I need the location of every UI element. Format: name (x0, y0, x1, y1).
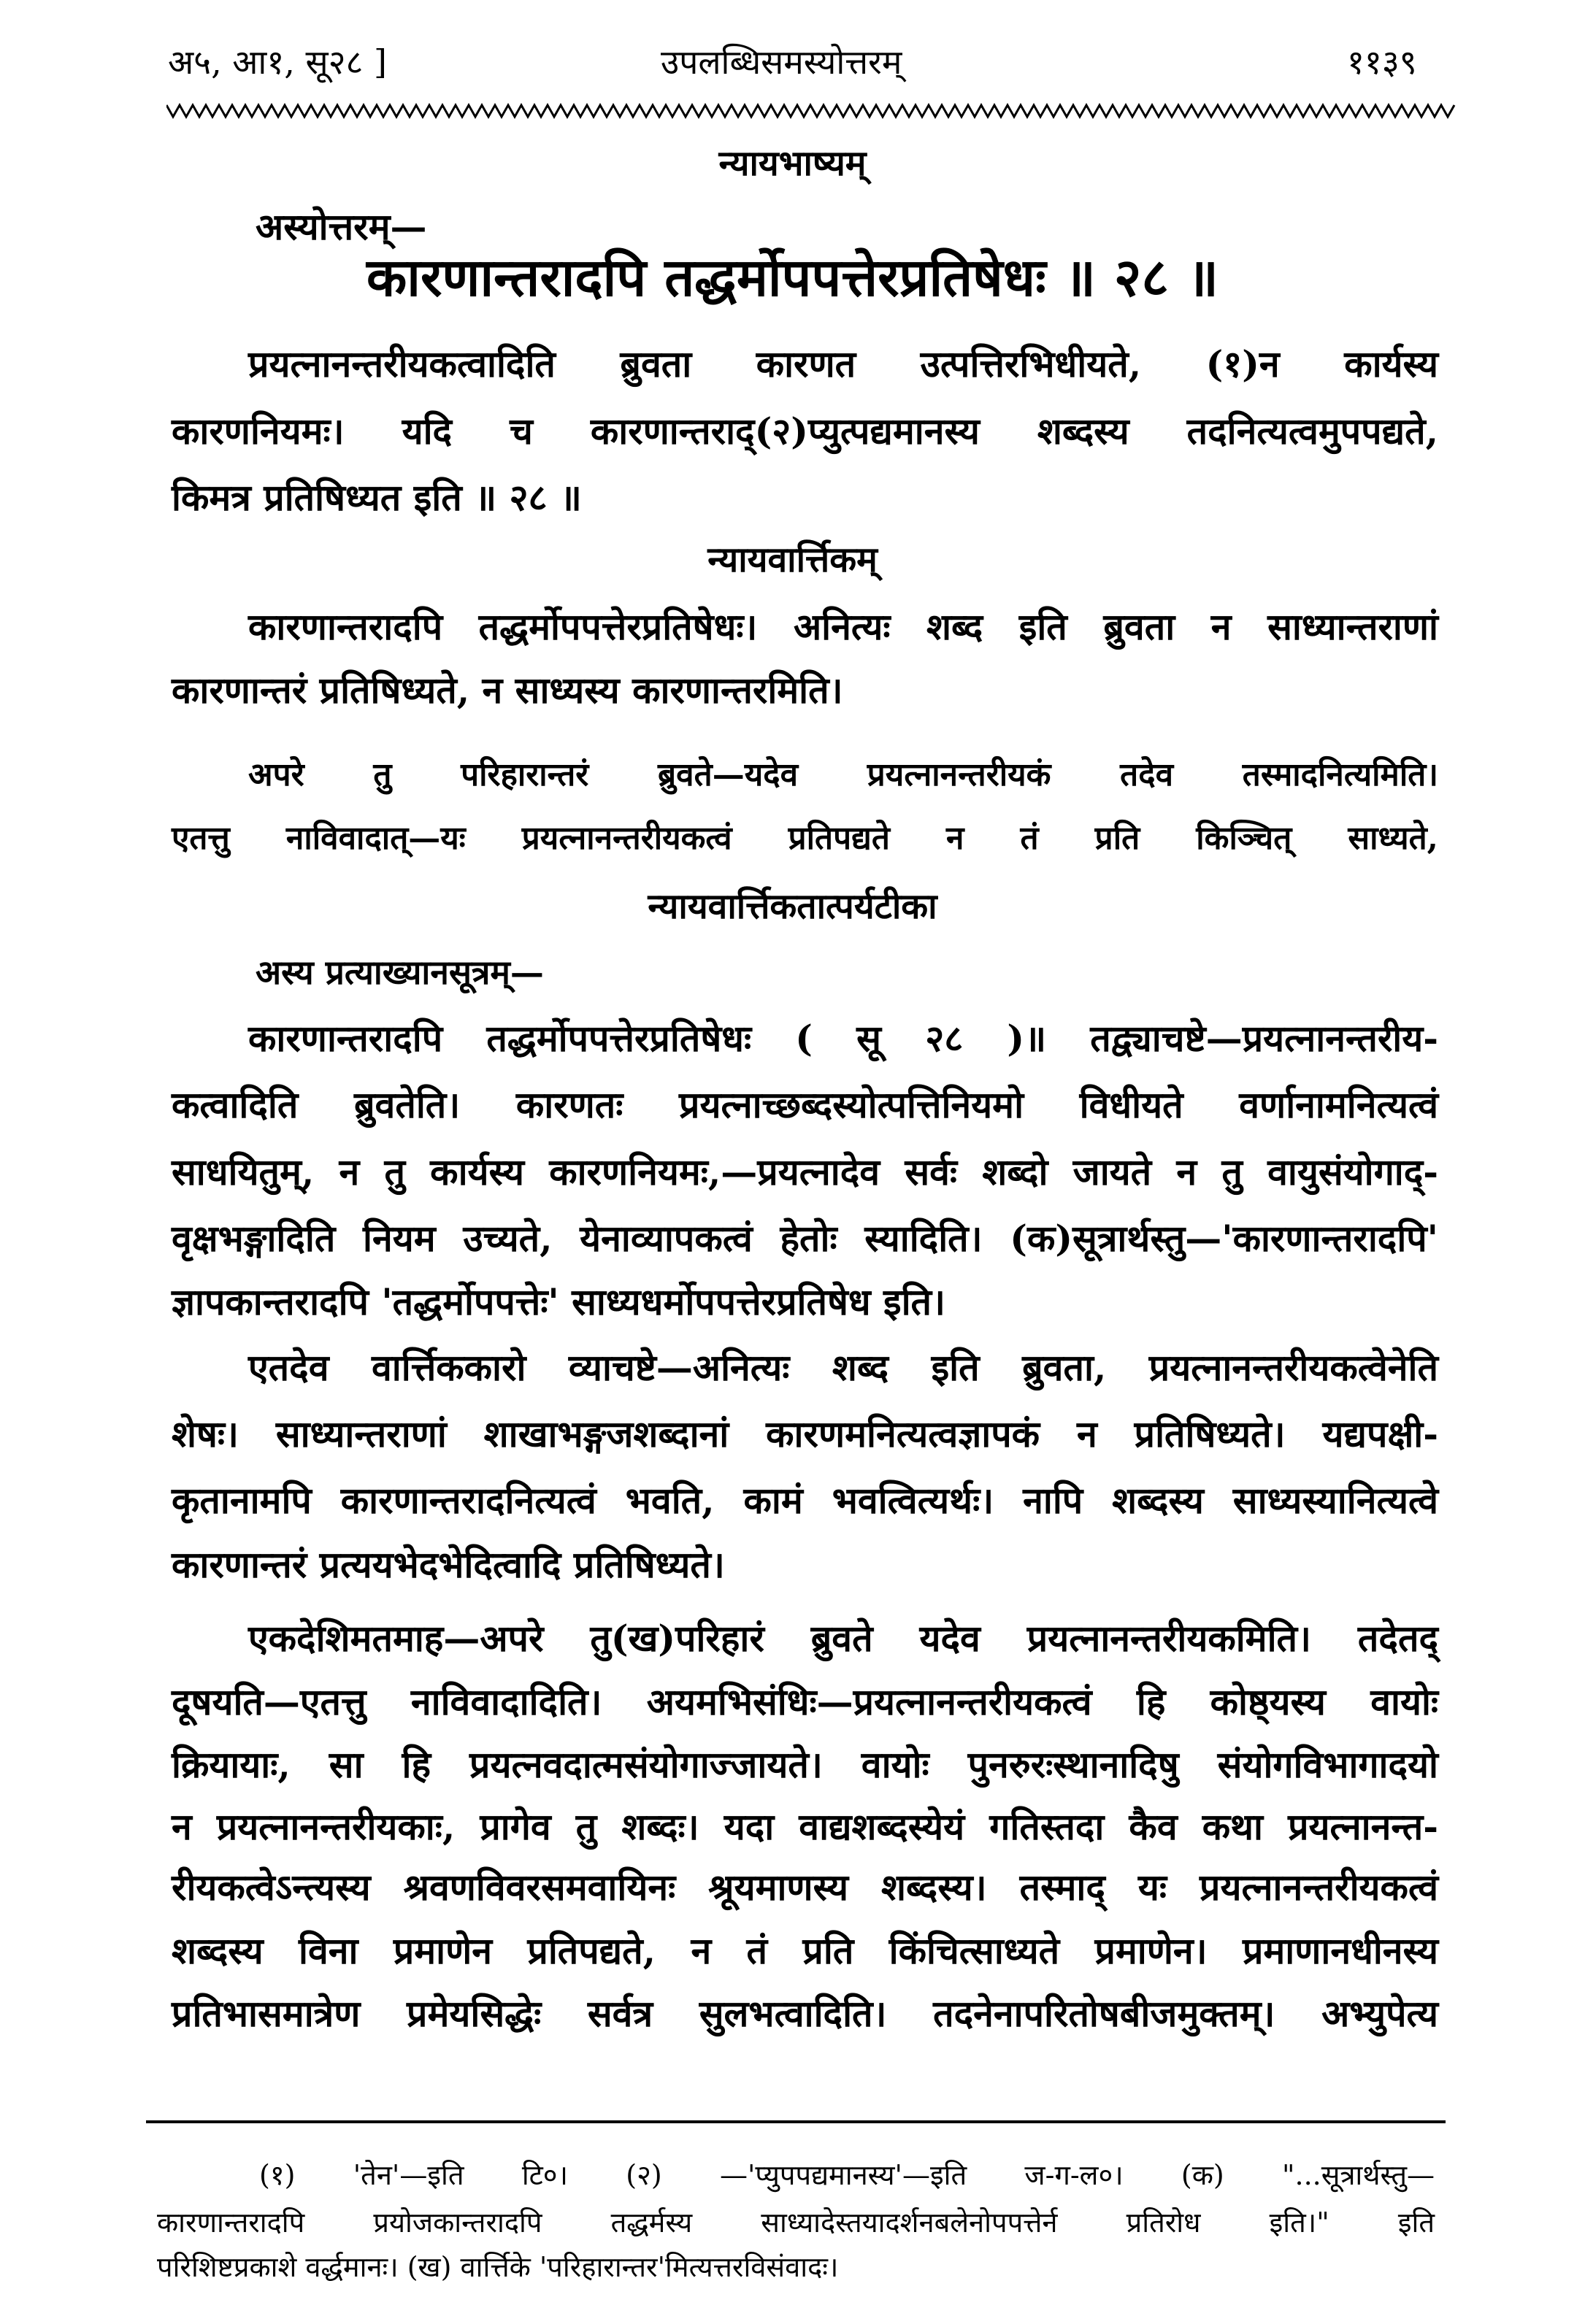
footnote-line: परिशिष्टप्रकाशे वर्द्धमानः। (ख) वार्त्तिके 'परिहारान्तर'मित्यत्तरविसंवादः। (157, 2251, 839, 2283)
wavy-divider (166, 102, 1459, 120)
section-heading-bhashya: न्यायभाष्यम् (718, 143, 867, 184)
vartika-line: अपरे तु परिहारान्तरं ब्रुवते—यदेव प्रयत्नानन्तरीयकं तदेव तस्मादनित्यमिति। (248, 756, 1438, 793)
tika-line: क्रियायाः, सा हि प्रयत्नवदात्मसंयोगाज्जायते। वायोः पुनरुरःस्थानादिषु संयोगविभागादयो (172, 1743, 1438, 1786)
footnote-rule (146, 2120, 1446, 2123)
tika-line: कारणान्तरं प्रत्ययभेदभेदित्वादि प्रतिषिध्यते। (172, 1543, 725, 1586)
tika-line: ज्ञापकान्तरादपि 'तद्धर्मोपपत्तेः' साध्यधर्मोपपत्तेरप्रतिषेध इति। (172, 1280, 945, 1323)
section-heading-tika: न्यायवार्त्तिकतात्पर्यटीका (648, 886, 937, 927)
tika-line: दूषयति—एतत्तु नाविवादादिति। अयमभिसंधिः—प्रयत्नानन्तरीयकत्वं हि कोष्ठ्यस्य वायोः (172, 1680, 1438, 1723)
page-number: ११३९ (1347, 42, 1417, 82)
bhashya-line: किमत्र प्रतिषिध्यत इति ॥ २८ ॥ (172, 476, 582, 519)
tika-line: एकदेशिमतमाह—अपरे तु(ख)परिहारं ब्रुवते यदेव प्रयत्नानन्तरीयकमिति। तदेतद् (248, 1617, 1438, 1660)
tika-line: कृतानामपि कारणान्तरादनित्यत्वं भवति, कामं भवत्वित्यर्थः। नापि शब्दस्य साध्यस्यानित्यत्वे (172, 1479, 1438, 1522)
section-heading-vartika: न्यायवार्त्तिकम् (707, 539, 878, 580)
sutra-title: कारणान्तरादपि तद्धर्मोपपत्तेरप्रतिषेधः ॥ २८ ॥ (366, 246, 1219, 308)
footnote-line: कारणान्तरादपि प्रयोजकान्तरादपि तद्धर्मस्य साध्यादेस्तयादर्शनबलेनोपपत्तेर्न प्रतिरोध इति।" इति (157, 2206, 1435, 2239)
running-header-left: अ५, आ१, सू२८ ] (168, 42, 387, 82)
tika-line: एतदेव वार्त्तिककारो व्याचष्टे—अनित्यः शब्द इति ब्रुवता, प्रयत्नानन्तरीयकत्वेनेति (248, 1346, 1438, 1389)
running-header-title: उपलब्धिसमस्योत्तरम् (661, 42, 902, 82)
footnote-line: (१) 'तेन'—इति टि०। (२) —'प्युपपद्यमानस्य'—इति ज-ग-ल०। (क) "...सूत्रार्थस्तु— (259, 2159, 1435, 2191)
tika-line: कत्वादिति ब्रुवतेति। कारणतः प्रयत्नाच्छब्दस्योत्पत्तिनियमो विधीयते वर्णानामनित्यत्वं (172, 1083, 1438, 1126)
tika-intro: अस्य प्रत्याख्यानसूत्रम्— (256, 953, 544, 992)
vartika-line: कारणान्तरं प्रतिषिध्यते, न साध्यस्य कारणान्तरमिति। (172, 669, 843, 712)
tika-line: वृक्षभङ्गादिति नियम उच्यते, येनाव्यापकत्वं हेतोः स्यादिति। (क)सूत्रार्थस्तु—'कारणान्तरादपि' (172, 1217, 1438, 1260)
tika-line: साधयितुम्, न तु कार्यस्य कारणनियमः,—प्रयत्नादेव सर्वः शब्दो जायते न तु वायुसंयोगाद्- (172, 1150, 1438, 1193)
tika-line: रीयकत्वेऽन्त्यस्य श्रवणविवरसमवायिनः श्रूयमाणस्य शब्दस्य। तस्माद् यः प्रयत्नानन्तरीयकत्वं (172, 1866, 1438, 1909)
bhashya-intro: अस्योत्तरम्— (256, 205, 427, 248)
tika-line: शेषः। साध्यान्तराणां शाखाभङ्गजशब्दानां कारणमनित्यत्वज्ञापकं न प्रतिषिध्यते। यद्यपक्षी- (172, 1412, 1438, 1455)
tika-line: प्रतिभासमात्रेण प्रमेयसिद्धेः सर्वत्र सुलभत्वादिति। तदनेनापरितोषबीजमुक्तम्। अभ्युपेत्य (172, 1992, 1438, 2035)
vartika-line: एतत्तु नाविवादात्—यः प्रयत्नानन्तरीयकत्वं प्रतिपद्यते न तं प्रति किञ्चित् साध्यते, (172, 820, 1438, 857)
vartika-line: कारणान्तरादपि तद्धर्मोपपत्तेरप्रतिषेधः। अनित्यः शब्द इति ब्रुवता न साध्यान्तराणां (248, 605, 1438, 648)
bhashya-line: प्रयत्नानन्तरीयकत्वादिति ब्रुवता कारणत उत्पत्तिरभिधीयते, (१)न कार्यस्य (248, 342, 1438, 385)
tika-line: शब्दस्य विना प्रमाणेन प्रतिपद्यते, न तं प्रति किंचित्साध्यते प्रमाणेन। प्रमाणानधीनस्य (172, 1929, 1438, 1972)
tika-line: कारणान्तरादपि तद्धर्मोपपत्तेरप्रतिषेधः ( सू २८ )॥ तद्व्याचष्टे—प्रयत्नानन्तरीय- (248, 1017, 1438, 1060)
bhashya-line: कारणनियमः। यदि च कारणान्तराद्(२)प्युत्पद्यमानस्य शब्दस्य तदनित्यत्वमुपपद्यते, (172, 409, 1438, 453)
tika-line: न प्रयत्नानन्तरीयकाः, प्रागेव तु शब्दः। यदा वाद्यशब्दस्येयं गतिस्तदा कैव कथा प्रयत्नानन्त- (172, 1805, 1438, 1848)
